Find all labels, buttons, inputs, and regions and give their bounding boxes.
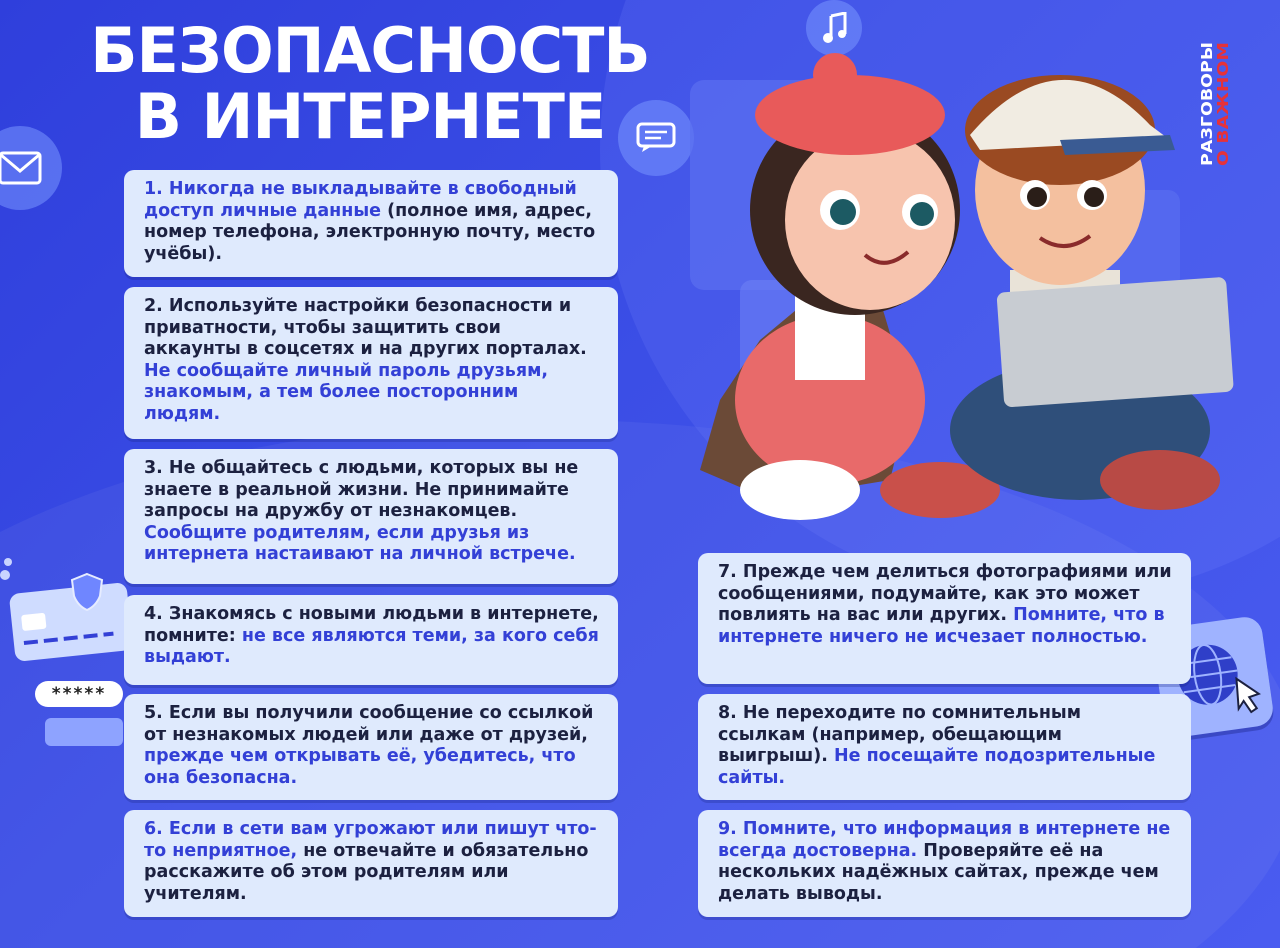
title-line-2: В ИНТЕРНЕТЕ — [134, 80, 606, 153]
tip-3-text: 3. Не общайтесь с людьми, которых вы не знаете в реальной жизни. Не принимайте запросы на дружбу от незнакомцев. — [144, 458, 579, 521]
kids-with-laptop-illustration — [680, 40, 1240, 540]
tip-card-1 — [124, 170, 618, 277]
password-bar — [45, 718, 123, 746]
tip-6-highlight: 6. Если в сети вам угрожают или пишут что-то неприятное, — [144, 819, 597, 861]
svg-text:РАЗГОВОРЫ: РАЗГОВОРЫ — [1198, 59, 1216, 166]
tip-3-highlight: Сообщите родителям, если друзья из интернета настаивают на личной встрече. — [144, 522, 576, 564]
decor-dot — [4, 558, 12, 566]
tip-card-5 — [124, 694, 618, 800]
tip-7-highlight: Помните, что в интернете ничего не исчезает полностью. — [718, 605, 1165, 647]
tip-5-text: 5. Если вы получили сообщение со ссылкой от незнакомых людей или даже от друзей, — [144, 703, 594, 745]
svg-text:О ВАЖНОМ: О ВАЖНОМ — [1214, 66, 1232, 166]
tip-1-text: (полное имя, адрес, номер телефона, электронную почту, место учёбы). — [144, 200, 596, 264]
tip-2-text: 2. Используйте настройки безопасности и приватности, чтобы защитить свои аккаунты в соцсетях и на других порталах. — [144, 296, 587, 359]
tip-card-6 — [124, 810, 618, 917]
tip-card-7 — [698, 553, 1191, 684]
tip-1-highlight: 1. Никогда не выкладывайте в свободный доступ личные данные — [144, 179, 577, 221]
shield-icon — [70, 572, 104, 612]
tip-5-highlight: прежде чем открывать её, убедитесь, что она безопасна. — [144, 746, 576, 788]
tip-card-8 — [698, 694, 1191, 800]
tip-card-3 — [124, 449, 618, 584]
tip-4-highlight: не все являются теми, за кого себя выдают. — [144, 625, 599, 667]
tip-card-4 — [124, 595, 618, 685]
tip-8-text: 8. Не переходите по сомнительным ссылкам (например, обещающим выигрыш). — [718, 703, 1082, 766]
password-field-icon: ***** — [35, 681, 123, 707]
cursor-icon — [1234, 676, 1261, 714]
tip-4-text: 4. Знакомясь с новыми людьми в интернете, помните: — [144, 604, 599, 646]
tip-7-text: 7. Прежде чем делиться фотографиями или сообщениями, подумайте, как это может повлиять на вас или других. — [718, 562, 1172, 625]
tip-6-text: не отвечайте и обязательно расскажите об этом родителям или учителям. — [144, 840, 589, 904]
tip-card-9 — [698, 810, 1191, 917]
tip-9-text: Проверяйте её на нескольких надёжных сайтах, прежде чем делать выводы. — [718, 840, 1159, 904]
tip-card-2 — [124, 287, 618, 439]
title-line-1: БЕЗОПАСНОСТЬ — [90, 14, 650, 87]
tip-2-highlight: Не сообщайте личный пароль друзьям, знакомым, а тем более посторонним людям. — [144, 360, 549, 424]
tip-9-highlight: 9. Помните, что информация в интернете не всегда достоверна. — [718, 819, 1171, 861]
razgovory-o-vazhnom-logo — [1196, 40, 1240, 168]
decor-dot — [0, 570, 10, 580]
page-title — [60, 14, 680, 153]
tip-8-highlight: Не посещайте подозрительные сайты. — [718, 746, 1156, 788]
